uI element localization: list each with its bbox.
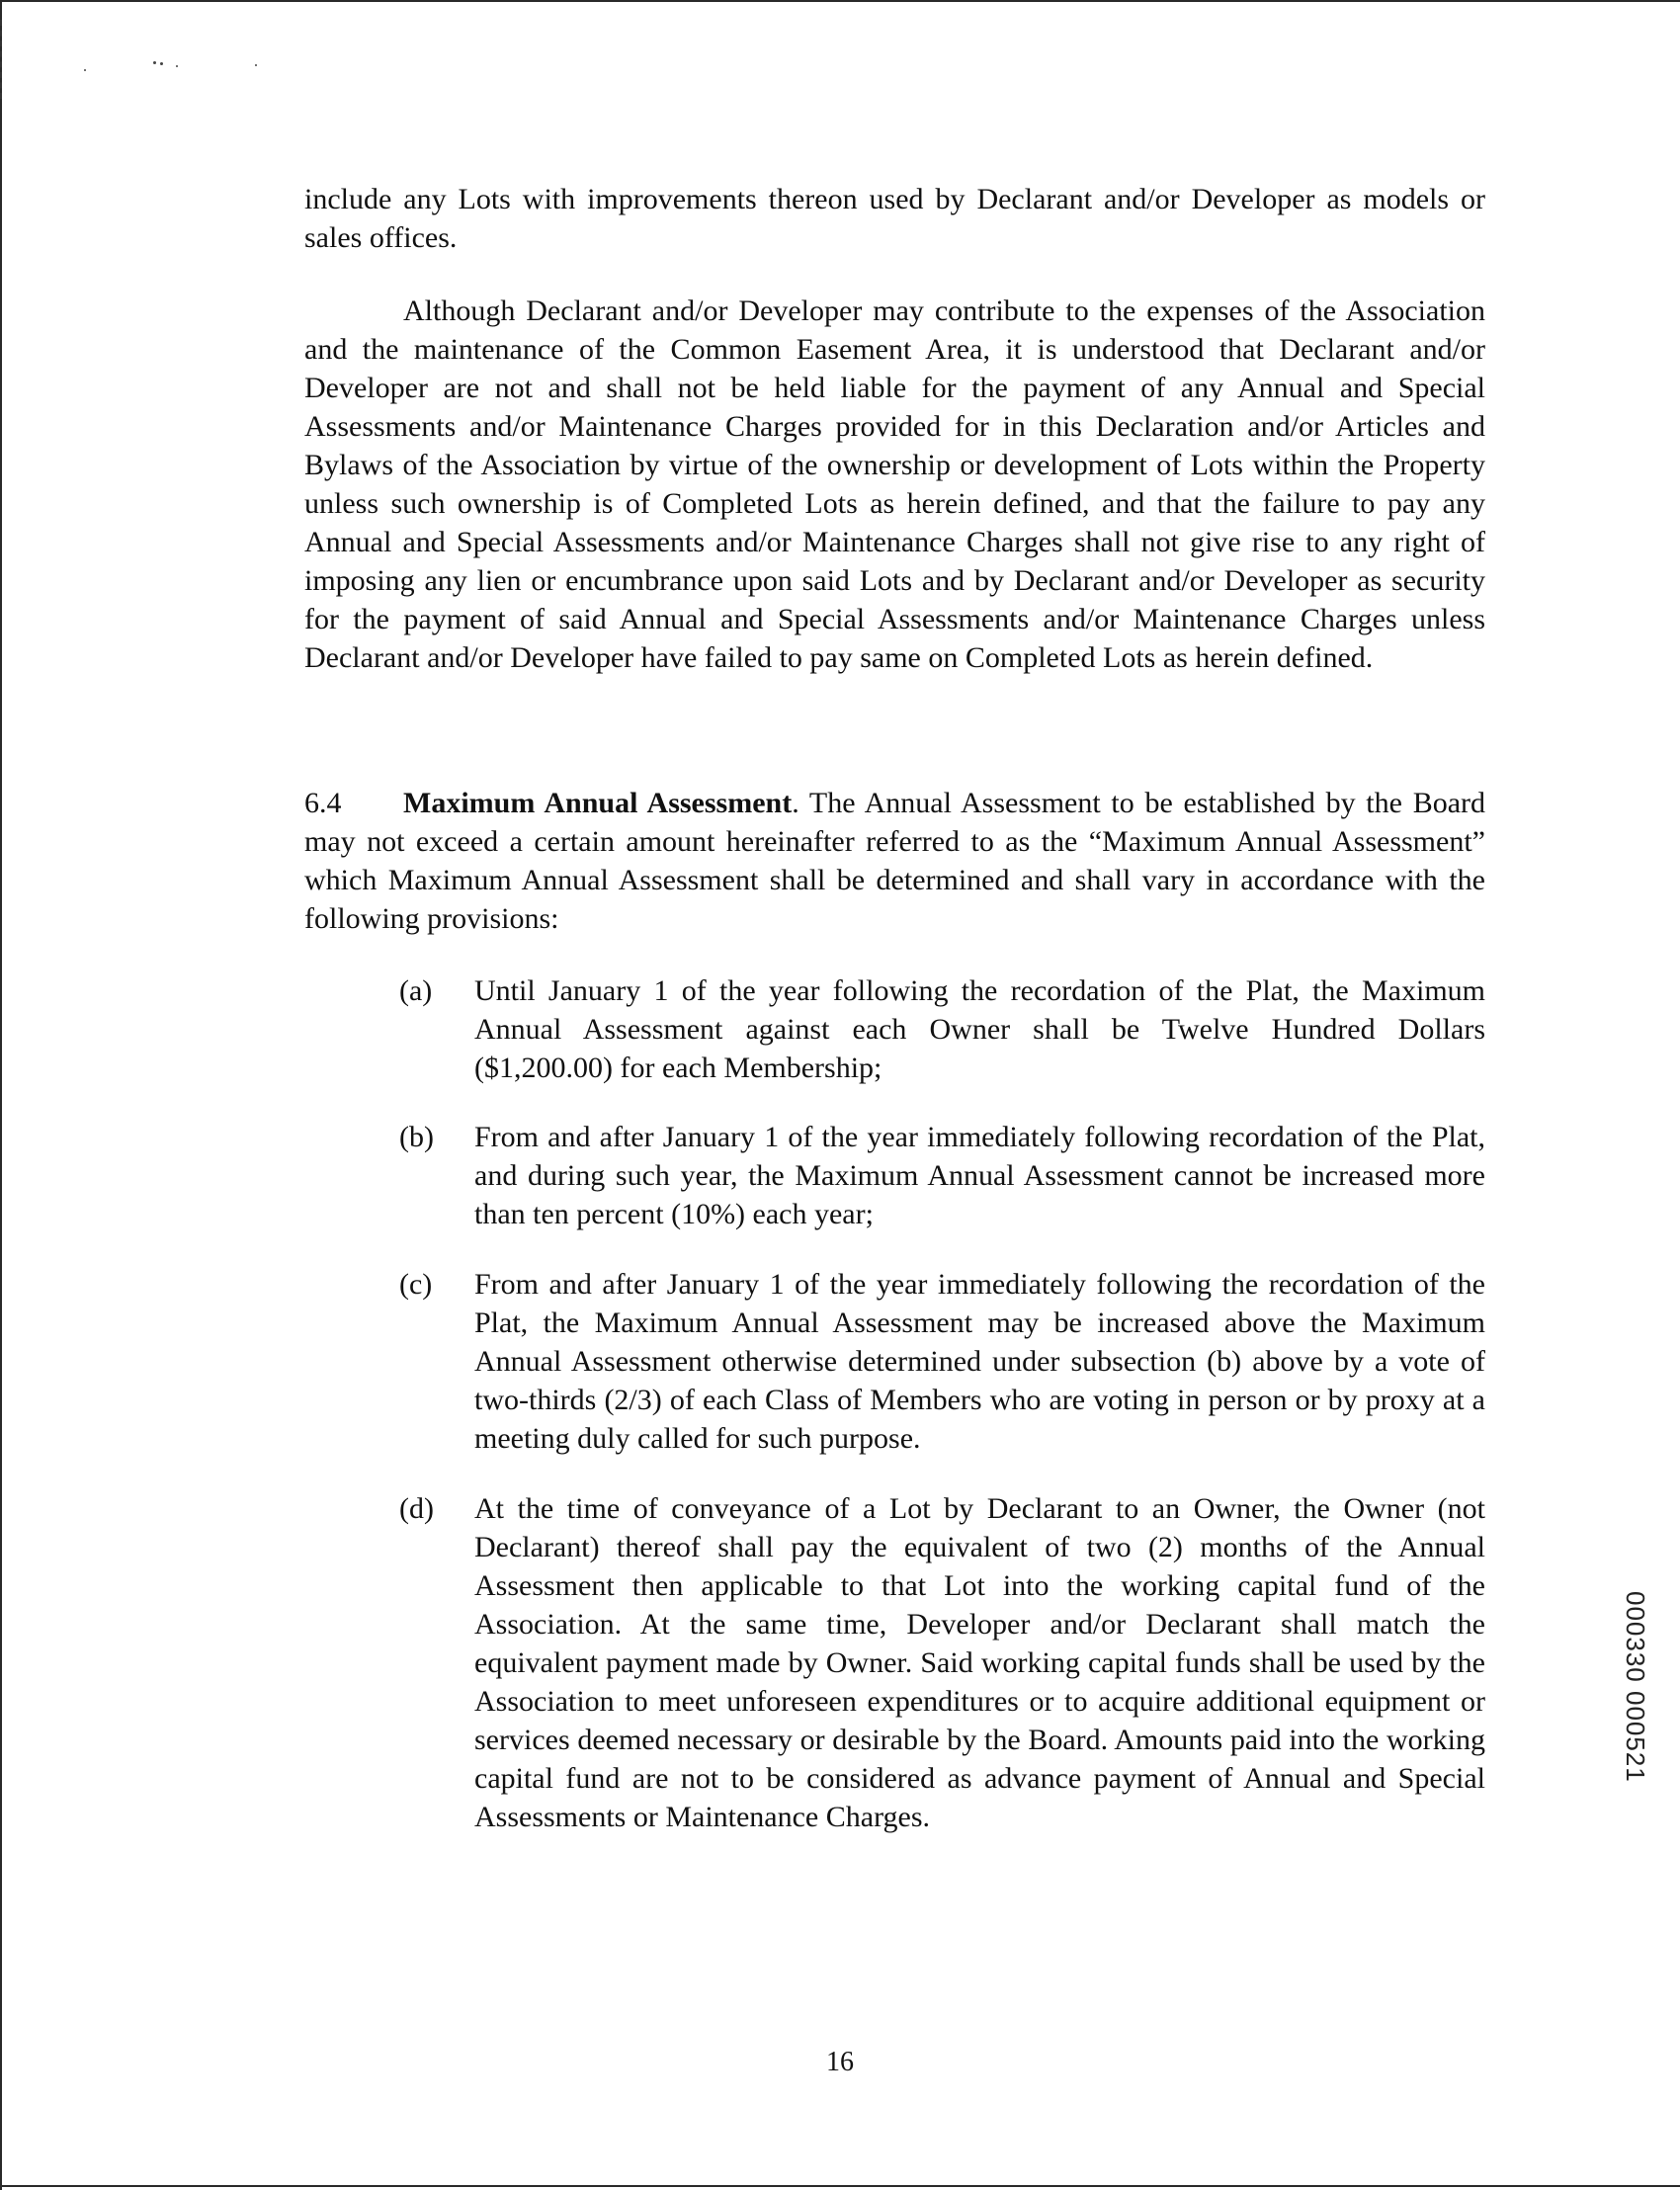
list-item-c (399, 1265, 1485, 1458)
page-border-bottom (0, 2185, 1680, 2187)
paragraph-declarant-liability: Although Declarant and/or Developer may contribute to the expenses of the Association and the maintenance of the Common Easement Area, it is understood that Declarant and/or Developer are not and shall not be held liable for the payment of any Annual and Special Assessments and/or Maintenance Charges provided for in this Declaration and/or Articles and Bylaws of the Association by virtue of the ownership or development of Lots within the Property unless such ownership is of Completed Lots as herein defined, and that the failure to pay any Annual and Special Assessments and/or Maintenance Charges shall not give rise to any right of imposing any lien or encumbrance upon said Lots and by Declarant and/or Developer as security for the payment of said Annual and Special Assessments and/or Maintenance Charges unless Declarant and/or Developer have failed to pay same on Completed Lots as herein defined. (304, 295, 1485, 674)
list-item-label: (a) (399, 974, 433, 1007)
scan-speck (153, 61, 156, 64)
section-title: Maximum Annual Assessment (403, 787, 793, 819)
section-number: 6.4 (304, 787, 342, 819)
list-item-label: (d) (399, 1492, 434, 1525)
scan-speck (84, 69, 86, 71)
list-item-text: From and after January 1 of the year immediately following recordation of the Plat, and during such year, the Maximum Annual Assessment cannot be increased more than ten percent (10%) each year; (474, 1121, 1485, 1230)
section-6-4 (304, 784, 1485, 938)
scan-speck (160, 62, 163, 65)
list-item-d (399, 1489, 1485, 1836)
list-item-text: Until January 1 of the year following the recordation of the Plat, the Maximum Annual Assessment against each Owner shall be Twelve Hundred Dollars ($1,200.00) for each Membership; (474, 974, 1485, 1084)
page-border-left (0, 0, 2, 2190)
page-border-top (0, 0, 1680, 2)
list-item-text: At the time of conveyance of a Lot by Declarant to an Owner, the Owner (not Declarant) thereof shall pay the equivalent of two (2) months of the Annual Assessment then applicable to that Lot into the working capital fund of the Association. At the same time, Developer and/or Declarant shall match the equivalent payment made by Owner. Said working capital funds shall be used by the Association to meet unforeseen expenditures or to acquire additional equipment or services deemed necessary or desirable by the Board. Amounts paid into the working capital fund are not to be considered as advance payment of Annual and Special Assessments or Maintenance Charges. (474, 1492, 1485, 1833)
list-item-label: (b) (399, 1121, 434, 1153)
scan-edge-marks (0, 20, 6, 99)
scan-speck (255, 64, 257, 66)
list-item-a (399, 971, 1485, 1087)
list-item-label: (c) (399, 1268, 433, 1301)
stamp-text: 000330 000521 (1621, 1591, 1650, 1783)
paragraph-continuation: include any Lots with improvements thereon used by Declarant and/or Developer as models or sales offices. (304, 183, 1485, 254)
list-item-b (399, 1118, 1485, 1233)
page-number: 16 (826, 2047, 854, 2077)
document-stamp-number (1621, 1591, 1660, 1858)
list-item-text: From and after January 1 of the year immediately following the recordation of the Plat, the Maximum Annual Assessment may be increased above the Maximum Annual Assessment otherwise determined under subsection (b) above by a vote of two-thirds (2/3) of each Class of Members who are voting in person or by proxy at a meeting duly called for such purpose. (474, 1268, 1485, 1455)
section-body: . The Annual Assessment to be established by the Board may not exceed a certain amount hereinafter referred to as the “Maximum Annual Assessment” which Maximum Annual Assessment shall be determined and shall vary in accordance with the following provisions: (304, 787, 1486, 935)
scan-speck (176, 65, 178, 67)
